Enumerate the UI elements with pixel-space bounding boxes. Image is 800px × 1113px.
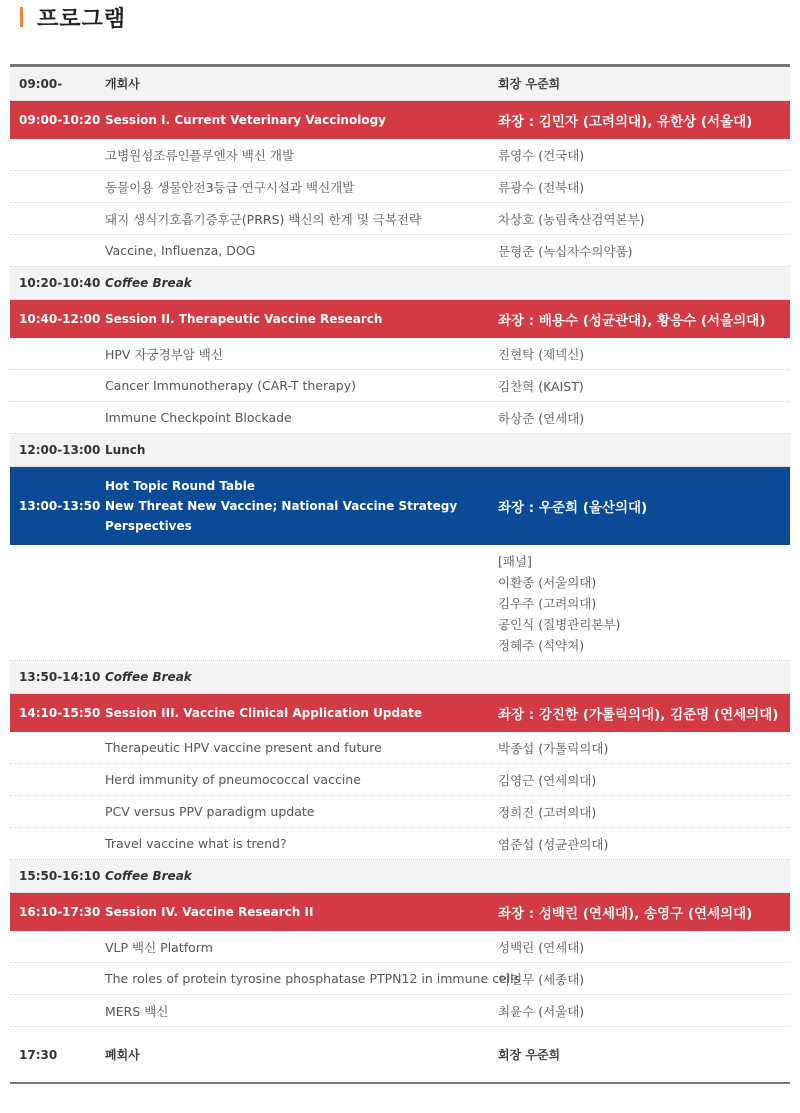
session-title: Session I. Current Veterinary Vaccinology [105,113,386,127]
panel-label: [패널] [498,554,532,569]
talk-title: Travel vaccine what is trend? [105,836,287,851]
hot-topic-line: Hot Topic Round Table [105,479,255,493]
program-row-closing [10,1027,790,1082]
talk-title: Cancer Immunotherapy (CAR-T therapy) [105,378,356,393]
talk-title: Vaccine, Influenza, DOG [105,243,256,258]
speaker-cell: 회장 우준희 [498,1048,561,1062]
talk-speaker: 차상호 (농림축산검역본부) [498,211,645,227]
break-label: Coffee Break [105,670,192,684]
talk-title: 고병원성조류인플루엔자 백신 개발 [105,147,295,163]
talk-row [10,235,790,267]
talk-row [10,203,790,235]
time-cell: 10:40-12:00 [19,312,101,326]
panelist: 이환종 (서울의대) [498,575,597,590]
break-label: Coffee Break [105,869,192,883]
panel-list [498,551,620,656]
talk-row [10,171,790,203]
time-cell: 14:10-15:50 [19,706,101,720]
talk-title: HPV 자궁경부암 백신 [105,346,223,362]
talk-speaker: 진현탁 (제넥신) [498,346,585,362]
time-cell: 12:00-13:00 [19,443,101,457]
time-cell: 09:00- [19,76,63,91]
talk-title: VLP 백신 Platform [105,939,213,955]
talk-title: Herd immunity of pneumococcal vaccine [105,772,361,787]
session-header-row [10,893,790,931]
speaker-cell: 회장 우준희 [498,77,561,91]
talk-row [10,963,790,995]
talk-title: Immune Checkpoint Blockade [105,410,292,425]
talk-title: 돼지 생식기호흡기증후군(PRRS) 백신의 한계 및 극복전략 [105,211,422,227]
program-table [10,64,790,1084]
talk-row [10,732,790,764]
talk-speaker: 문형준 (녹십자수의약품) [498,243,633,259]
lunch-row [10,434,790,467]
time-cell: 17:30 [19,1047,58,1062]
talk-row [10,370,790,402]
session-chairs: 좌장 : 김민자 (고려의대), 유한상 (서울대) [498,114,753,130]
session-chairs: 좌장 : 강진한 (가톨릭의대), 김준명 (연세의대) [498,707,779,723]
session-header-row [10,300,790,338]
session-title: Session II. Therapeutic Vaccine Research [105,312,383,326]
time-cell: 13:50-14:10 [19,670,101,684]
talk-row [10,402,790,434]
talk-row [10,764,790,796]
talk-speaker: 김찬혁 (KAIST) [498,378,584,394]
talk-title: MERS 백신 [105,1003,169,1019]
session-header-row [10,101,790,139]
program-row-opening [10,67,790,101]
topic-cell: 폐회사 [105,1048,140,1062]
hot-topic-line: New Threat New Vaccine; National Vaccine Strategy [105,499,458,513]
break-row [10,267,790,300]
panelist: 김우주 (고려의대) [498,596,597,611]
talk-speaker: 류영수 (건국대) [498,147,585,163]
lunch-label: Lunch [105,443,146,457]
talk-speaker: 성백린 (연세대) [498,939,585,955]
page-title-block [20,2,126,32]
session-title: Session IV. Vaccine Research II [105,905,314,919]
title-accent-bar [20,7,23,27]
talk-speaker: 최윤수 (서울대) [498,1003,585,1019]
hot-topic-title [105,476,457,536]
panelist: 공인식 (질병관리본부) [498,617,621,632]
break-label: Coffee Break [105,276,192,290]
talk-row [10,338,790,370]
talk-row [10,139,790,171]
talk-title: PCV versus PPV paradigm update [105,804,315,819]
talk-row [10,995,790,1027]
talk-speaker: 김영근 (연세의대) [498,772,597,788]
talk-speaker: 이인무 (세종대) [498,971,585,987]
break-row [10,661,790,694]
talk-row [10,796,790,828]
session-header-row [10,694,790,732]
talk-title: Therapeutic HPV vaccine present and future [105,740,382,755]
talk-speaker: 박종섭 (가톨릭의대) [498,740,609,756]
hot-topic-header-row [10,467,790,545]
talk-row [10,931,790,963]
time-cell: 16:10-17:30 [19,905,101,919]
time-cell: 13:00-13:50 [19,499,101,513]
session-chairs: 좌장 : 배용수 (성균관대), 황응수 (서울의대) [498,313,766,329]
time-cell: 10:20-10:40 [19,276,101,290]
page-title: 프로그램 [37,6,127,32]
talk-row [10,828,790,860]
topic-cell: 개회사 [105,77,140,91]
break-row [10,860,790,893]
talk-speaker: 류광수 (전북대) [498,179,585,195]
time-cell: 09:00-10:20 [19,113,101,127]
panelist: 정혜주 (식약처) [498,638,585,653]
talk-title: The roles of protein tyrosine phosphatase PTPN12 in immune cells [105,971,521,986]
talk-speaker: 정희진 (고려의대) [498,804,597,820]
session-chairs: 좌장 : 성백린 (연세대), 송영구 (연세의대) [498,906,753,922]
panel-row [10,545,790,661]
hot-topic-chair: 좌장 : 우준희 (울산의대) [498,500,648,516]
session-title: Session III. Vaccine Clinical Application Update [105,706,423,720]
talk-speaker: 염준섭 (성균관의대) [498,836,609,852]
time-cell: 15:50-16:10 [19,869,101,883]
talk-title: 동물이용 생물안전3등급 연구시설과 백신개발 [105,179,355,195]
hot-topic-line: Perspectives [105,519,192,533]
talk-speaker: 하상준 (연세대) [498,410,585,426]
